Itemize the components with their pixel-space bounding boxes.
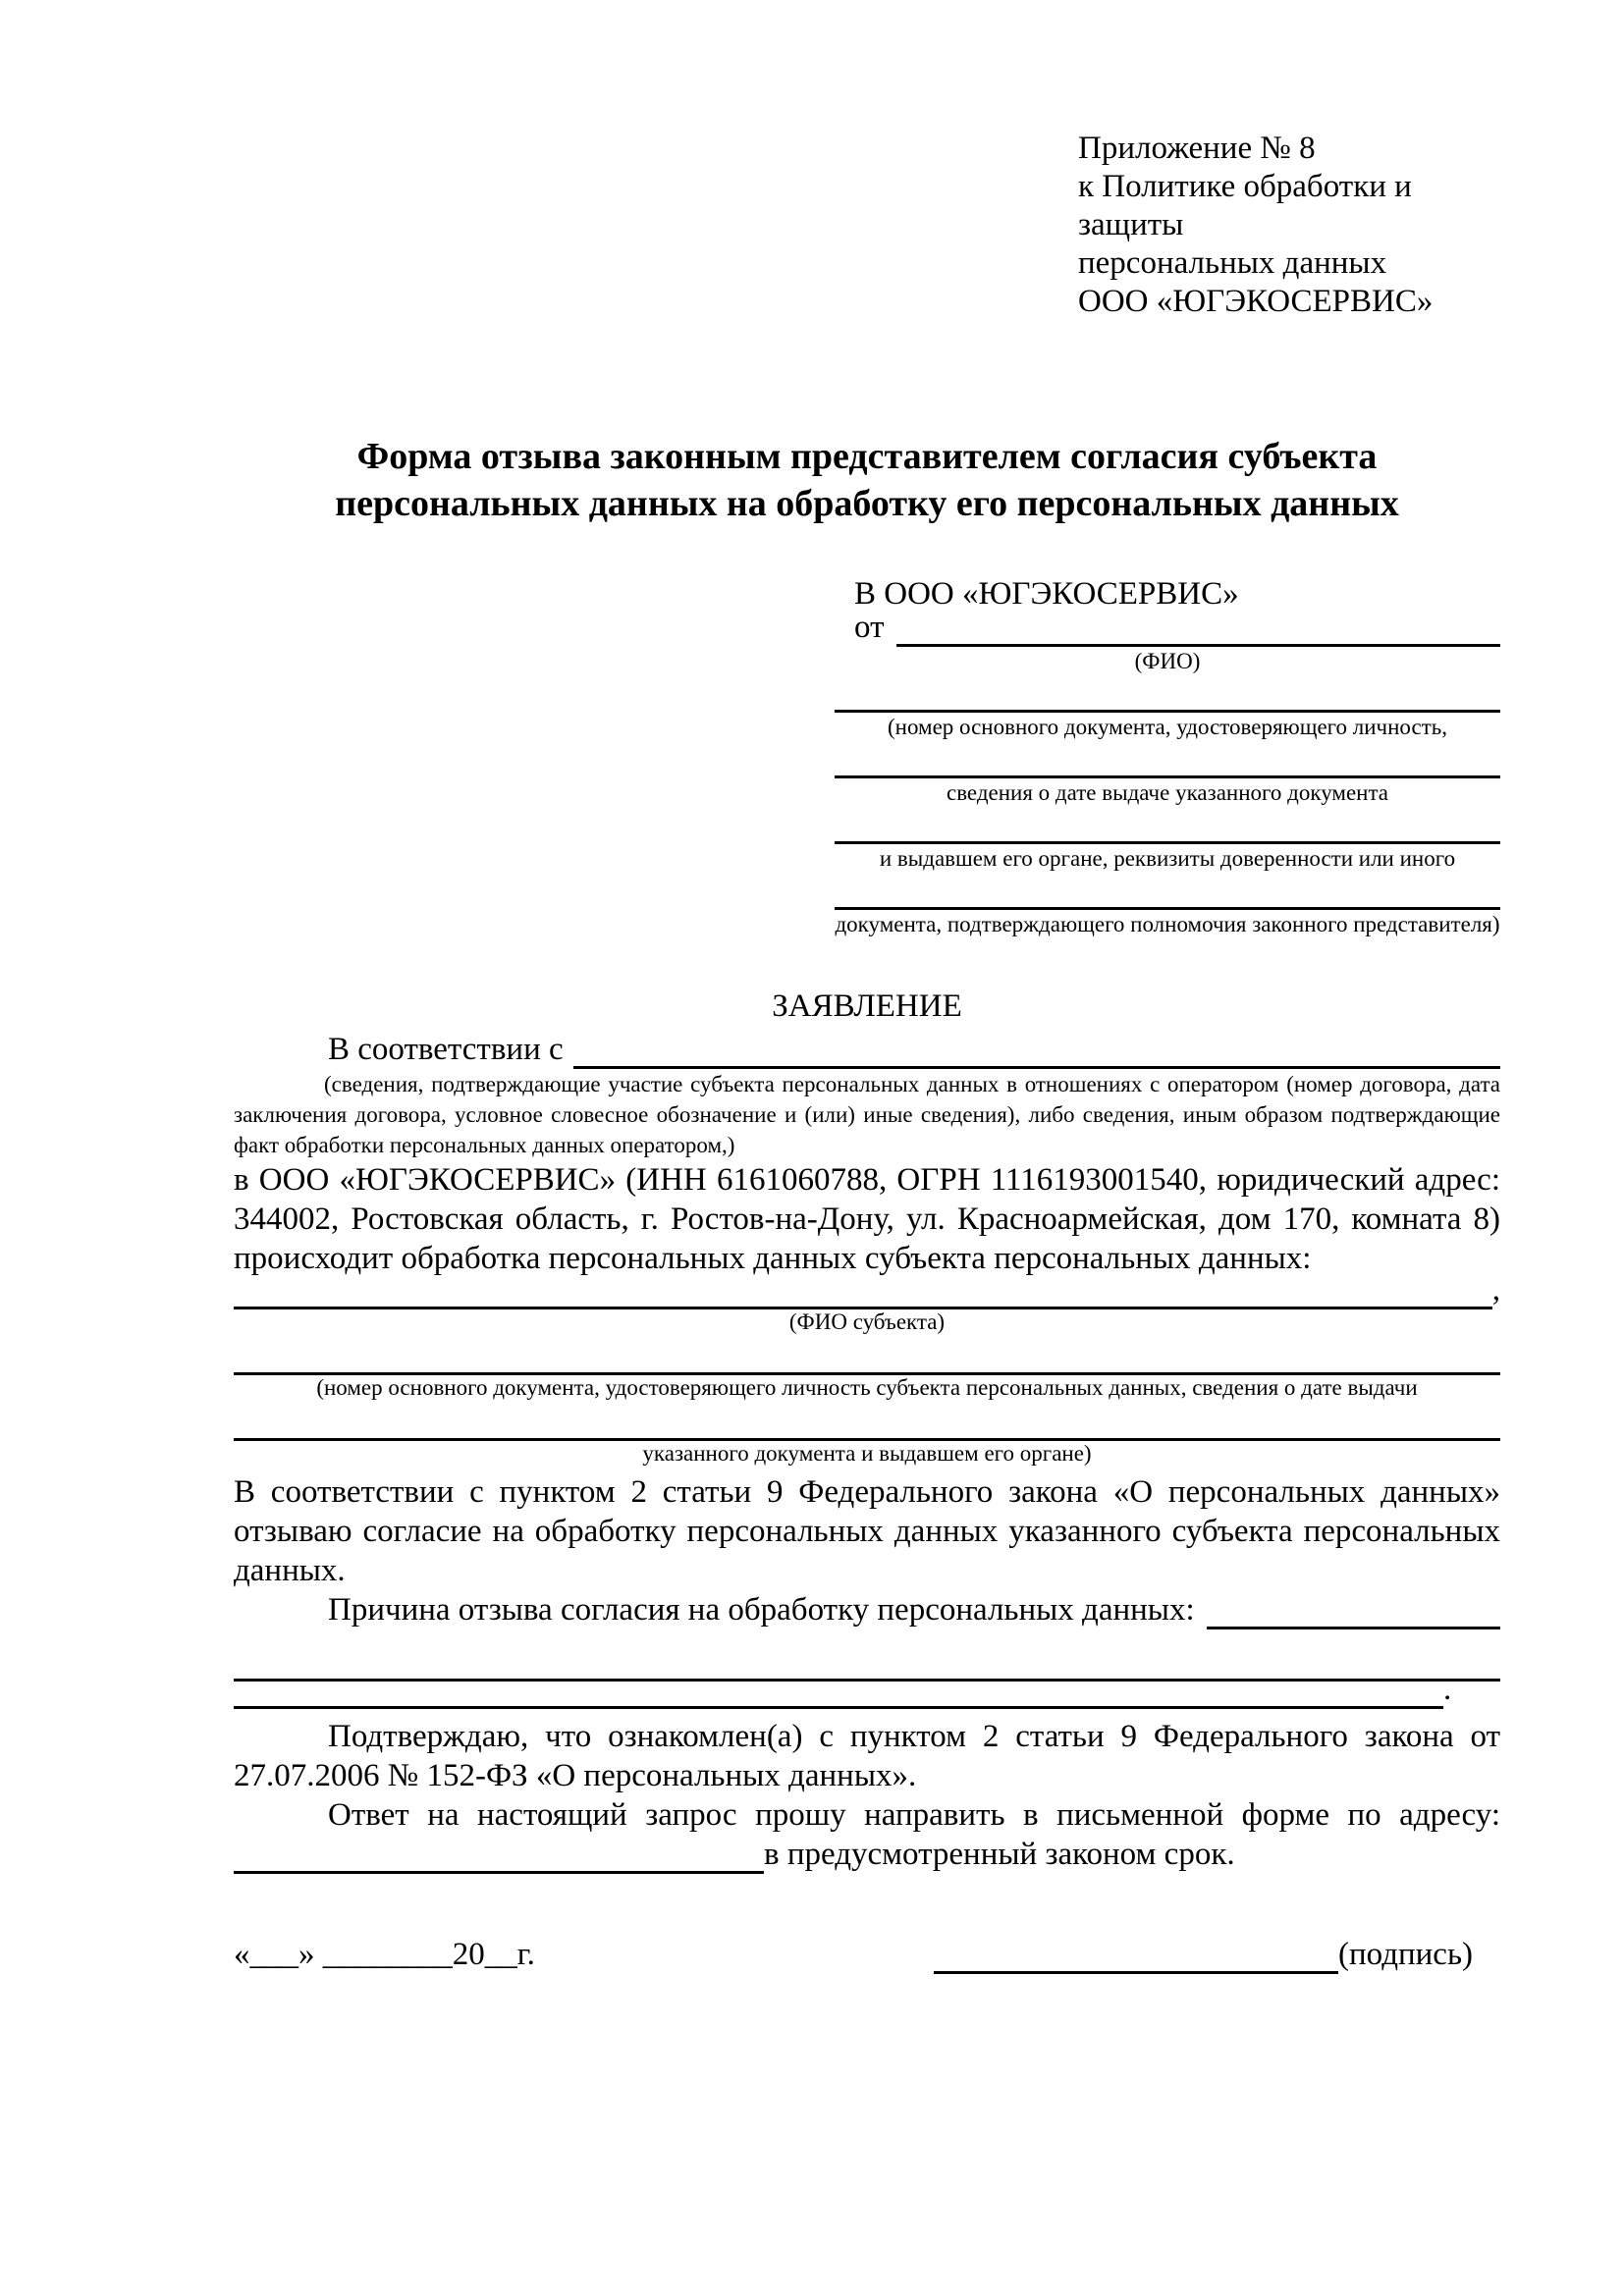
subject-doc-blank-line-2 bbox=[234, 1413, 1500, 1441]
appendix-header bbox=[1078, 130, 1500, 321]
doc-info-pair-3 bbox=[835, 806, 1500, 872]
subject-fio-caption: (ФИО субъекта) bbox=[788, 1309, 946, 1334]
subject-fio-line bbox=[234, 1272, 1500, 1309]
doc-info-caption-4: документа, подтверждающего полномочия законного представителя) bbox=[835, 912, 1500, 936]
doc-info-pair-4 bbox=[835, 872, 1500, 937]
subject-fio-trailing-comma: , bbox=[1491, 1272, 1500, 1308]
intro-prefix: В соответствии с bbox=[328, 1032, 564, 1067]
doc-info-blank-line-3 bbox=[835, 806, 1500, 844]
document-title-line-1: Форма отзыва законным представителем согласия субъекта bbox=[356, 436, 1378, 477]
doc-info-pair-2 bbox=[835, 740, 1500, 806]
reply-address-line bbox=[234, 1835, 1500, 1874]
subject-fio-blank-line bbox=[234, 1277, 1492, 1309]
intro-blank-line bbox=[573, 1037, 1500, 1069]
subject-doc-caption-2: указанного документа и выдавшем его органе) bbox=[642, 1441, 1092, 1466]
signature-caption: (подпись) bbox=[1338, 1937, 1473, 1972]
reason-line bbox=[234, 1590, 1500, 1629]
reply-suffix: в предусмотренный законом срок. bbox=[764, 1837, 1235, 1872]
appendix-header-line-3: персональных данных bbox=[1078, 245, 1387, 281]
doc-info-blank-line-4 bbox=[835, 872, 1500, 910]
operator-paragraph: в ООО «ЮГЭКОСЕРВИС» (ИНН 6161060788, ОГРН 1116193001540, юридический адрес: 344002, Ростовская область, г. Ростов-на-Дону, ул. Красноармейская, дом 170, комната 8) происходит обработка персональных данных субъекта персональных данных: bbox=[234, 1162, 1500, 1276]
document-title-line-2: персональных данных на обработку его персональных данных bbox=[335, 483, 1399, 524]
reason-trailing-period: . bbox=[1443, 1672, 1452, 1707]
appendix-header-line-1: Приложение № 8 bbox=[1078, 131, 1316, 166]
addressee-block bbox=[835, 574, 1500, 937]
withdrawal-paragraph: В соответствии с пунктом 2 статьи 9 Федерального закона «О персональных данных» отзываю согласие на обработку персональных данных указанного субъекта персональных данных. bbox=[234, 1474, 1500, 1588]
confirmation-paragraph: Подтверждаю, что ознакомлен(а) с пунктом 2 статьи 9 Федерального закона от 27.07.2006 № 152-ФЗ «О персональных данных». bbox=[234, 1719, 1500, 1793]
intro-line bbox=[234, 1028, 1500, 1069]
doc-info-pair-1 bbox=[835, 674, 1500, 740]
reply-address-blank-line bbox=[234, 1842, 764, 1874]
doc-info-caption-2: сведения о дате выдаче указанного документа bbox=[946, 780, 1389, 805]
subject-doc-blank-line-1 bbox=[234, 1347, 1500, 1375]
reason-extra-blank-line-2-row bbox=[234, 1672, 1457, 1709]
reason-extra-blank-line-1 bbox=[234, 1653, 1500, 1682]
signature-block bbox=[934, 1935, 1500, 1974]
date-line: «___» ________20__г. bbox=[234, 1937, 535, 1972]
reason-prefix: Причина отзыва согласия на обработку персональных данных: bbox=[328, 1592, 1195, 1628]
reply-paragraph: Ответ на настоящий запрос прошу направить в письменной форме по адресу: bbox=[328, 1797, 1500, 1833]
from-label: от bbox=[854, 610, 885, 645]
doc-info-blank-line-2 bbox=[835, 740, 1500, 778]
from-blank-line bbox=[896, 614, 1501, 647]
fio-caption: (ФИО) bbox=[1134, 649, 1201, 673]
addressee-from-row bbox=[835, 610, 1500, 647]
doc-info-caption-3: и выдавшем его органе, реквизиты доверенности или иного bbox=[879, 846, 1456, 871]
doc-info-blank-line-1 bbox=[835, 674, 1500, 713]
statement-heading: ЗАЯВЛЕНИЕ bbox=[772, 988, 962, 1024]
footer-row bbox=[234, 1935, 1500, 1974]
appendix-header-line-4: ООО «ЮГЭКОСЕРВИС» bbox=[1078, 284, 1434, 319]
reason-blank-line bbox=[1207, 1597, 1500, 1629]
reason-extra-blank-line-2 bbox=[234, 1682, 1443, 1709]
document-title bbox=[234, 433, 1500, 527]
subject-doc-caption-1: (номер основного документа, удостоверяющего личность субъекта персональных данных, сведения о дате выдачи bbox=[316, 1375, 1418, 1400]
addressee-to: В ООО «ЮГЭКОСЕРВИС» bbox=[854, 576, 1239, 612]
appendix-header-line-2: к Политике обработки и защиты bbox=[1078, 169, 1412, 242]
fine-print-note: (сведения, подтверждающие участие субъекта персональных данных в отношениях с оператором (номер договора, дата заключения договора, условное словесное обозначение и (или) иные сведения), либо сведения, иным образом подтверждающие факт обработки персональных данных оператором,) bbox=[234, 1072, 1500, 1157]
doc-info-caption-1: (номер основного документа, удостоверяющего личность, bbox=[887, 715, 1447, 739]
signature-blank-line bbox=[934, 1942, 1338, 1974]
